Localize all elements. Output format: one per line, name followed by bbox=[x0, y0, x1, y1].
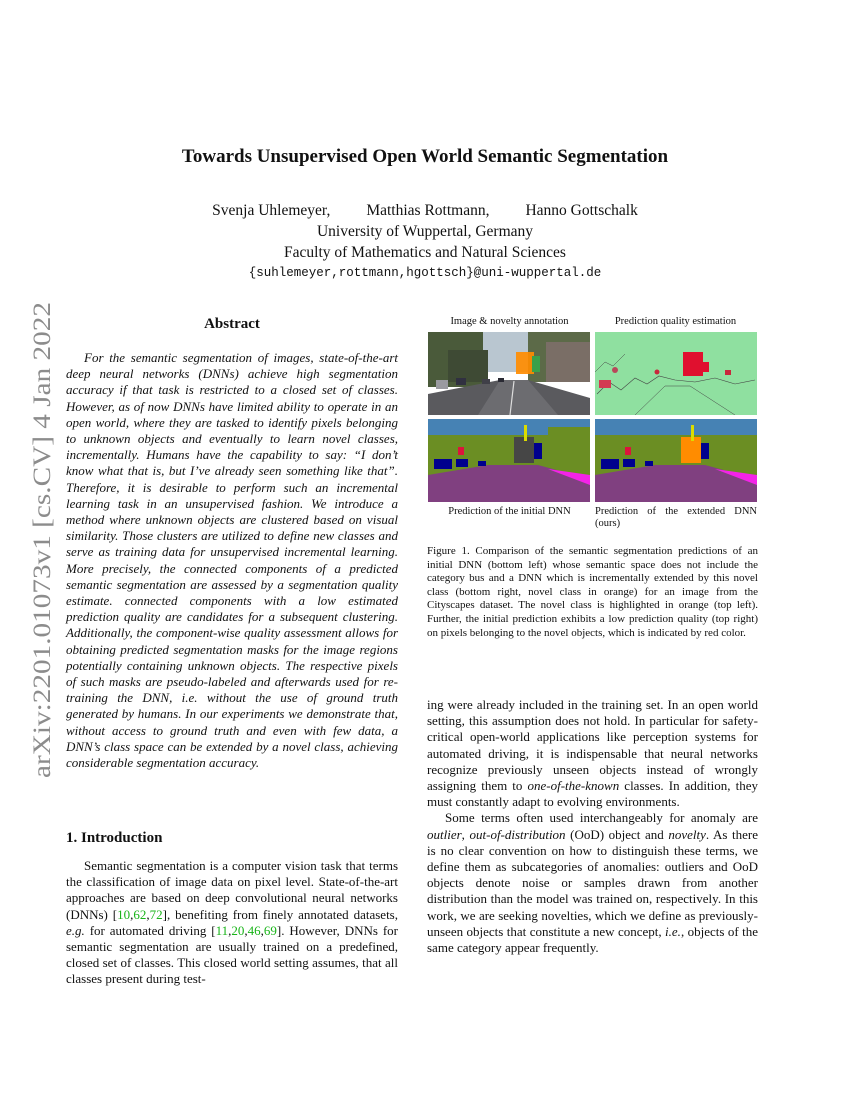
arxiv-stamp bbox=[20, 300, 60, 780]
author-name: Matthias Rottmann, bbox=[366, 202, 490, 219]
author-email: {suhlemeyer,rottmann,hgottsch}@uni-wuppertal.de bbox=[248, 266, 602, 280]
intro-text: for automated driving [ bbox=[84, 922, 216, 938]
body-text: novelty bbox=[668, 826, 706, 842]
body-text: outlier bbox=[427, 826, 462, 842]
figure-caption: Figure 1. Comparison of the semantic segmentation predictions of an initial DNN (bottom left) whose semantic space does not include the category bus and a DNN which is incrementally extended by this novel class (bottom right, novel class in orange) for an image from the Cityscapes dataset. The novel class is highlighted in orange (top left). Further, the initial prediction exhibits a low prediction quality (top right) on pixels belonging to the novel objects, which is indicated by red color. bbox=[427, 545, 758, 639]
citation-link[interactable]: 62 bbox=[133, 906, 147, 922]
initial-dnn-prediction-image bbox=[428, 419, 590, 502]
citation-link[interactable]: 46 bbox=[247, 922, 261, 938]
author-name: Svenja Uhlemeyer, bbox=[212, 202, 331, 219]
author-block bbox=[0, 200, 850, 284]
body-text: , bbox=[461, 826, 470, 842]
intro-text: e.g. bbox=[66, 922, 85, 938]
extended-dnn-prediction-image bbox=[595, 419, 757, 502]
paper-title: Towards Unsupervised Open World Semantic Segmentation bbox=[181, 146, 669, 167]
intro-paragraph: Semantic segmentation is a computer vision task that terms the classification of image data on pixel level. State-of-the-art approaches are based on deep convolutional neural networks (DNNs) [10,62,72], benefiting from finely annotated datasets, e.g. for automated driving [11,20,46,69]. However, DNNs for semantic segmentation are usually trained on a predefined, closed set of classes. This closed world setting assumes, that all classes present during test- bbox=[66, 858, 399, 987]
intro-heading: 1. Introduction bbox=[66, 830, 163, 846]
citation-link[interactable]: 20 bbox=[231, 922, 245, 938]
figure-header-quality: Prediction quality estimation bbox=[614, 316, 737, 327]
figure-1 bbox=[427, 313, 758, 533]
citation-link[interactable]: 11 bbox=[215, 922, 229, 938]
intro-text: ]. However, DNNs for semantic segmentation are usually trained on a predefined, closed set of classes. This closed world setting assumes, that all classes present during test- bbox=[66, 922, 399, 987]
abstract-text: For the semantic segmentation of images, state-of-the-art deep neural networks (DNNs) achieve high segmentation accuracy if that task is restricted to a closed set of classes. However, as of now DNNs have limited ability to operate in an open world, where they are tasked to identify pixels belonging to unknown objects and eventually to learn novel classes, incrementally. Humans have the capability to say: “I don’t know what that is, but I’ve already seen something like that”. Therefore, it is desirable to perform such an incremental learning task in an unsupervised fashion. We introduce a method where unknown objects are clustered based on visual similarity. Those clusters are utilized to define new classes and serve as training data for unsupervised incremental learning. More precisely, the connected components of a predicted semantic segmentation are assessed by a segmentation quality estimate. connected components with a low estimated prediction quality are candidates for a subsequent clustering. Additionally, the component-wise quality assessment allows for obtaining predicted segmentation masks for the image regions potentially containing unknown objects. The respective pixels of such masks are pseudo-labeled and afterwards used for re-training the DNN, i.e. without the use of ground truth generated by humans. In our experiments we demonstrate that, without access to ground truth and even with few data, a DNN’s class space can be extended by a novel class, achieving considerable segmentation accuracy. bbox=[66, 350, 398, 771]
figure-label-extended: Prediction of the extended DNN (ours) bbox=[595, 506, 757, 529]
quality-estimation-image bbox=[595, 332, 757, 415]
street-scene-image bbox=[428, 332, 590, 415]
intro-text: ], benefiting from finely annotated datasets, bbox=[162, 906, 398, 922]
body-text: out-of-distribution bbox=[469, 826, 566, 842]
intro-text: Semantic segmentation is a computer vision task that terms the classification of image data on pixel level. State-of-the-art approaches are based on deep convolutional neural networks (DNNs) [ bbox=[66, 858, 398, 922]
body-text: (OoD) object and bbox=[565, 826, 669, 842]
affiliation-faculty: Faculty of Mathematics and Natural Sciences bbox=[284, 244, 566, 261]
right-column-text bbox=[427, 697, 758, 956]
body-text: i.e. bbox=[665, 923, 681, 939]
author-names bbox=[0, 200, 850, 221]
figure-label-initial: Prediction of the initial DNN bbox=[448, 506, 571, 517]
affiliation-university: University of Wuppertal, Germany bbox=[316, 223, 534, 240]
body-text: Some terms often used interchangeably for anomaly are bbox=[445, 810, 758, 826]
arxiv-id: arXiv:2201.01073v1 [cs.CV] 4 Jan 2022 bbox=[29, 371, 56, 778]
paragraph bbox=[427, 697, 758, 810]
figure-header-image: Image & novelty annotation bbox=[450, 316, 569, 327]
citation-link[interactable]: 10 bbox=[117, 906, 131, 922]
body-text: classes. In addition, they must constantly adapt to evolving environments. bbox=[427, 778, 758, 810]
body-text: ing were already included in the training set. In an open world setting, this assumption does not hold. In particular for safety-critical open-world applications like perception systems for automated driving, it is indispensable that neural networks recognize previously unseen objects instead of wrongly assigning them to bbox=[427, 697, 758, 794]
body-text: one-of-the-known bbox=[527, 778, 620, 794]
body-text: , objects of the same category appear frequently. bbox=[427, 923, 758, 956]
citation-link[interactable]: 72 bbox=[149, 906, 163, 922]
paragraph bbox=[427, 810, 758, 956]
citation-link[interactable]: 69 bbox=[263, 922, 277, 938]
body-text: . As there is no clear convention on how to distinguish these terms, we define them as subcategories of anomalies: outliers and OoD objects denote noise or samples drawn from another distribution than the model was trained on, respectively. In this work, we are seeking novelties, which we define as previously-unseen objects that constitute a new concept, bbox=[427, 826, 759, 939]
abstract-heading: Abstract bbox=[204, 316, 260, 332]
author-name: Hanno Gottschalk bbox=[525, 202, 638, 219]
